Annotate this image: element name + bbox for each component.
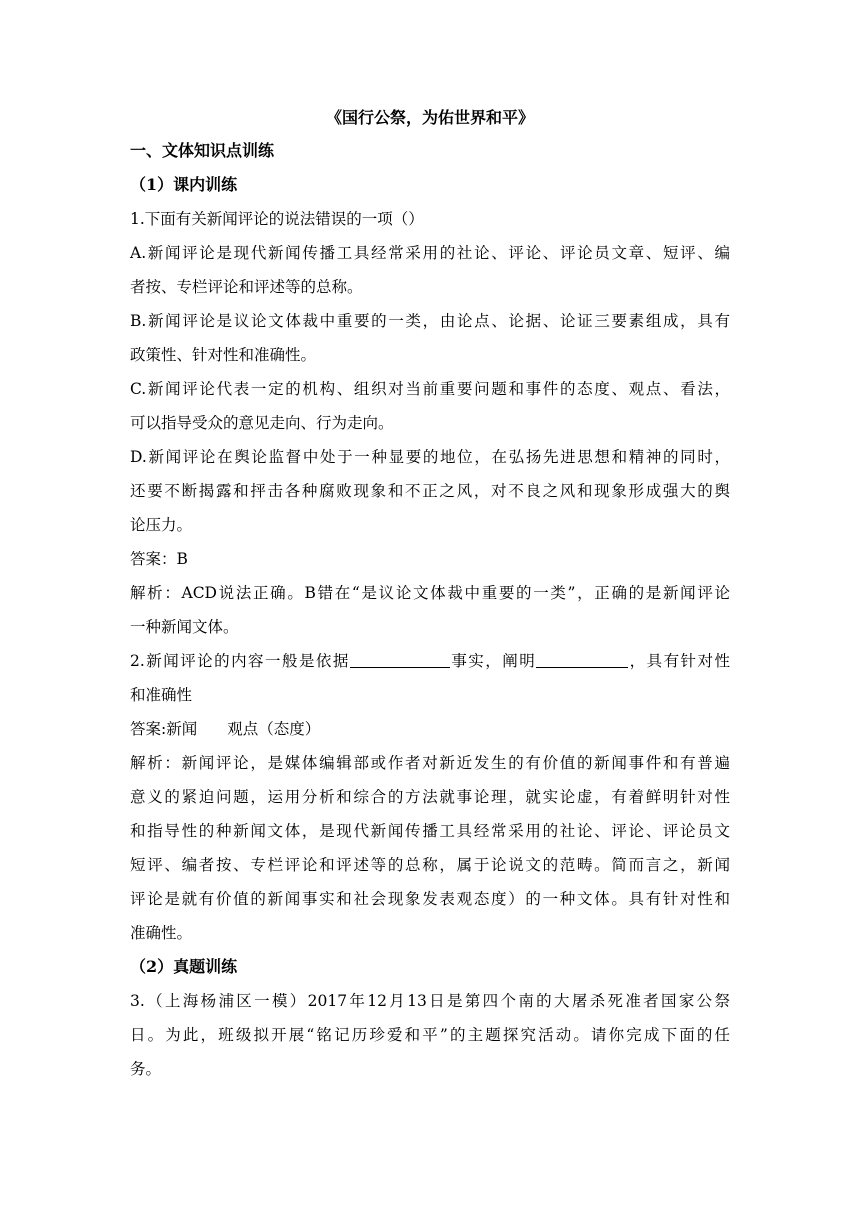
option-d-line-1: D.新闻评论在舆论监督中处于一种显要的地位，在弘扬先进思想和精神的同时，: [130, 448, 730, 466]
question-1-analysis-line-1: 解析：ACD说法正确。B错在“是议论文体裁中重要的一类”，正确的是新闻评论: [130, 584, 730, 602]
fill-blank-1: [350, 649, 450, 668]
subsection-heading-in-class: （1）课内训练: [130, 175, 238, 194]
option-c-line-2: 可以指导受众的意见走向、行为走向。: [130, 414, 394, 432]
question-2-analysis-line-6: 准确性。: [130, 924, 193, 942]
question-2-stem-part-1: 2.新闻评论的内容一般是依据: [130, 652, 350, 670]
question-2-analysis-line-3: 和指导性的种新闻文体，是现代新闻传播工具经常采用的社论、评论、评论员文: [130, 822, 730, 840]
option-b-line-2: 政策性、针对性和准确性。: [130, 346, 317, 364]
question-2-answer: [130, 712, 730, 746]
option-b-line-1: B.新闻评论是议论文体裁中重要的一类，由论点、论据、论证三要素组成，具有: [130, 312, 730, 330]
subsection-heading-real-exam: （2）真题训练: [130, 957, 238, 976]
question-2-analysis-line-4: 短评、编者按、专栏评论和评述等的总称，属于论说文的范畴。简而言之，新闻: [130, 856, 730, 874]
question-3-line-1: 3.（上海杨浦区一模）2017年12月13日是第四个南的大屠杀死准者国家公祭: [130, 992, 730, 1010]
question-1-answer: 答案：B: [130, 550, 188, 568]
document-title: 《国行公祭，为佑世界和平》: [325, 108, 534, 127]
question-2-stem-part-2: 事实，阐明: [449, 652, 537, 670]
option-a-line-1: A.新闻评论是现代新闻传播工具经常采用的社论、评论、评论员文章、短评、编: [130, 244, 730, 262]
question-2-answer-first: 答案:新闻: [130, 720, 198, 738]
question-1-stem: 1.下面有关新闻评论的说法错误的一项（）: [130, 210, 424, 228]
section-heading: 一、文体知识点训练: [130, 141, 275, 160]
question-3-line-3: 务。: [130, 1060, 162, 1078]
option-d-line-2: 还要不断揭露和抨击各种腐败现象和不正之风，对不良之风和现象形成强大的舆: [130, 482, 730, 500]
option-d-line-3: 论压力。: [130, 516, 193, 534]
fill-blank-2: [536, 649, 628, 668]
option-a-line-2: 者按、专栏评论和评述等的总称。: [130, 278, 363, 296]
question-2-analysis-line-5: 评论是就有价值的新闻事实和社会现象发表观态度）的一种文体。具有针对性和: [130, 890, 730, 908]
question-2-analysis-line-1: 解析：新闻评论，是媒体编辑部或作者对新近发生的有价值的新闻事件和有普遍: [130, 754, 730, 772]
question-2-answer-second: 观点（态度）: [227, 720, 321, 738]
question-3-line-2: 日。为此，班级拟开展“铭记历珍爱和平”的主题探究活动。请你完成下面的任: [130, 1026, 730, 1044]
option-c-line-1: C.新闻评论代表一定的机构、组织对当前重要问题和事件的态度、观点、看法，: [130, 380, 730, 398]
document-page: [130, 102, 730, 1086]
question-1-analysis-line-2: 一种新闻文体。: [130, 618, 239, 636]
question-2-stem-line-2: 和准确性: [130, 686, 193, 704]
question-2-stem-part-3: ，具有针对性: [628, 652, 730, 670]
question-2-stem: [130, 644, 730, 678]
question-2-analysis-line-2: 意义的紧迫问题，运用分析和综合的方法就事论理，就实论虚，有着鲜明针对性: [130, 788, 730, 806]
